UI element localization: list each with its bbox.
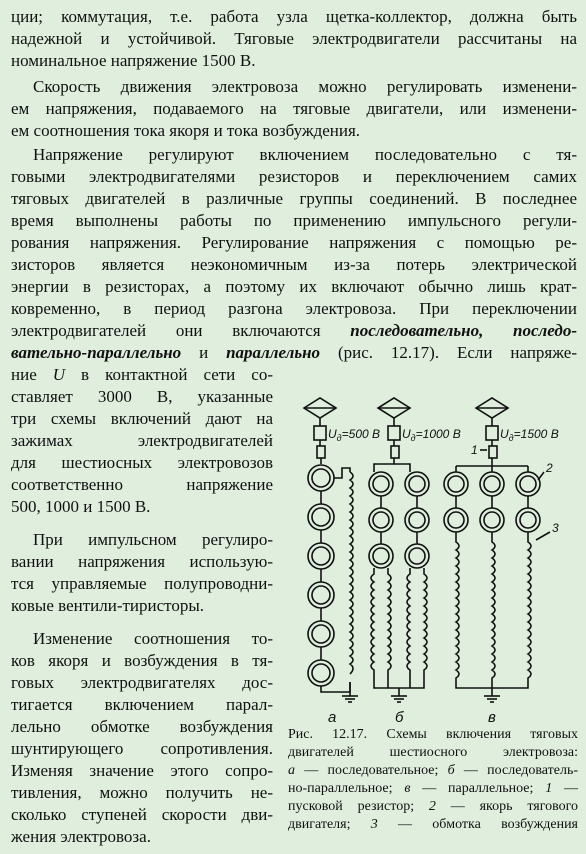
text-line: соответственно напряжение [11,475,273,494]
text-line: Изменяя значение этого сопро- [11,761,273,780]
text-line: говыми электродвигателями резисторов и переключением самих [11,167,577,186]
callout-3: 3 [552,521,559,535]
caption-line: но-параллельное; в — параллельное; 1 — [288,781,578,796]
text-line: время выполнены работы по применению импульсного регули- [11,211,577,230]
pantograph-icon-b [378,398,410,426]
resistor-b [388,426,400,440]
left-column-text [11,364,273,848]
label-voltage-c: $U_д=1500$ В [500,427,559,443]
caption-line: двигателя; 3 — обмотка возбуждения [288,817,578,832]
text-line: При импульсном регулиро- [33,530,273,549]
text-line: жения электровоза. [11,827,151,846]
label-voltage-a: $U_д=500$ В [328,427,381,443]
resistor-c [486,426,498,440]
text-line: 500, 1000 и 1500 В. [11,497,151,516]
text-line: ковые вентили-тиристоры. [11,596,205,615]
circuit-diagram-figure [282,392,582,726]
text-line: ставляет 3000 В, указанные [11,387,273,406]
text-line: ковременно, в период разгона электровоза. При переключении [11,299,577,318]
text-line: вании напряжения использую- [11,552,273,571]
text-line: ции; коммутация, т.е. работа узла щетка-коллектор, должна быть [11,7,577,26]
pantograph-icon-c [476,398,508,426]
text-line: тигается включением парал- [11,695,273,714]
text-line: три схемы включений дают на [11,409,273,428]
text-line: Напряжение регулируют включением последовательно с тя- [33,145,577,164]
paragraph-3 [11,144,577,364]
caption-line: двигателей шестиосного электровоза: [288,745,578,760]
text-line: Изменение соотношения то- [33,629,273,648]
pantograph-icon-a [304,398,336,426]
caption-line: пусковой резистор; 2 — якорь тягового [288,799,579,814]
sublabel-c: в [488,709,496,726]
text-line: шунтирующего сопротивления. [11,739,273,758]
text-line: энергии в резисторах, а поэтому их включают обычно лишь крат- [11,277,577,296]
paragraph-2 [11,76,577,142]
label-voltage-b: $U_д=1000$ В [402,427,461,443]
paragraph-1 [11,6,577,72]
text-line: для шестиосных электровозов [11,453,273,472]
text-line: ем соотношения тока якоря и тока возбуждения. [11,121,361,140]
text-line: зажимах электродвигателей [11,431,273,450]
text-line: зисторов является неэкономичным из-за потерь электрической [11,255,577,274]
text-line: ем напряжения, подаваемого на тяговые двигатели, или изменени- [11,99,577,118]
text-line: ков якоря и возбуждения в тя- [11,651,273,670]
sublabel-a: а [328,709,337,726]
text-line: электродвигателей они включаются последовательно, последо- [11,321,577,340]
text-line: надежной и устойчивой. Тяговые электродвигатели рассчитаны на [11,29,577,48]
caption-line: Рис. 12.17. Схемы включения тяговых [288,727,578,742]
callout-1: 1 [471,443,478,457]
text-line: говых электродвигателях дос- [11,673,273,692]
text-line: лельно обмотке возбуждения [11,717,273,736]
text-line: рования напряжения. Регулирование напряжения с помощью ре- [11,233,577,252]
motors-b [369,472,429,568]
figure-caption [288,726,578,834]
text-line: тивления, можно получить не- [11,783,273,802]
text-line: тся управляемые полупроводни- [11,574,273,593]
text-line: сколько ступеней скорости дви- [11,805,273,824]
resistor-a [314,426,326,440]
text-line: ние U в контактной сети со- [11,365,273,384]
sublabel-b: б [395,709,404,726]
caption-line: а — последовательное; б — последователь- [288,763,578,778]
text-line: вательно-параллельно и параллельно (рис. 12.17). Если напряже- [11,343,577,362]
text-line: тяговых двигателей в различные группы соединений. В последнее [11,189,577,208]
text-line: Скорость движения электровоза можно регулировать изменени- [33,77,577,96]
text-line: номинальное напряжение 1500 В. [11,51,256,70]
callout-2: 2 [546,461,553,475]
